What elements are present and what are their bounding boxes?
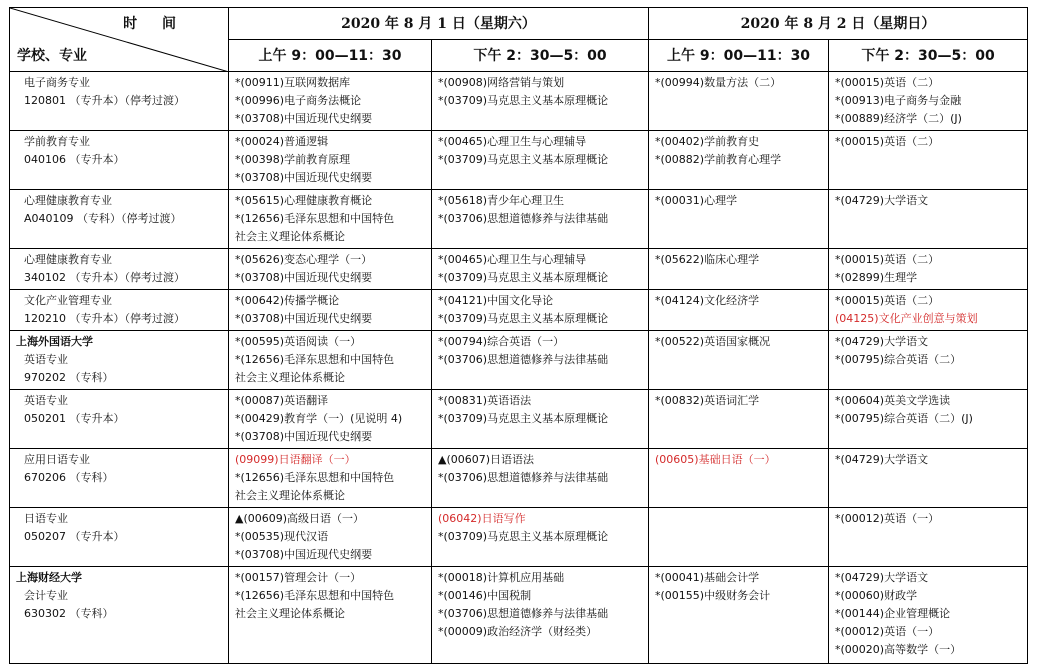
exam-cell-day1-morning: [229, 390, 432, 449]
course-entry: *(03709)马克思主义基本原理概论: [438, 271, 609, 284]
major-line: 心理健康教育专业: [24, 253, 112, 266]
course-entry: *(03709)马克思主义基本原理概论: [438, 94, 609, 107]
course-entry: *(00015)英语（二）: [835, 135, 940, 148]
course-entry: *(04729)大学语文: [835, 571, 929, 584]
exam-cell-day1-morning: [229, 131, 432, 190]
exam-cell-day1-afternoon: [432, 390, 649, 449]
course-entry: *(04729)大学语文: [835, 453, 929, 466]
exam-cell-day1-afternoon: [432, 508, 649, 567]
exam-cell-day2-morning: [649, 131, 829, 190]
exam-cell-day1-afternoon: [432, 290, 649, 331]
exam-cell-day1-afternoon: [432, 131, 649, 190]
course-entry: *(04729)大学语文: [835, 194, 929, 207]
course-entry: *(00996)电子商务法概论: [235, 94, 362, 107]
course-entry: *(00018)计算机应用基础: [438, 571, 565, 584]
exam-cell-day2-morning: [649, 567, 829, 664]
course-entry: *(00994)数量方法（二）: [655, 76, 782, 89]
course-entry: *(00146)中国税制: [438, 589, 532, 602]
exam-cell-day1-morning: [229, 331, 432, 390]
course-entry: *(12656)毛泽东思想和中国特色: [235, 471, 395, 484]
major-line: 050207 （专升本）: [24, 530, 125, 543]
major-line: 文化产业管理专业: [24, 294, 112, 307]
exam-cell-day2-afternoon: [829, 249, 1028, 290]
major-line: 电子商务专业: [24, 76, 90, 89]
exam-cell-day1-morning: [229, 190, 432, 249]
major-line: 学前教育专业: [24, 135, 90, 148]
exam-cell-day1-afternoon: [432, 249, 649, 290]
major-line: 050201 （专升本）: [24, 412, 125, 425]
major-line: 120801 （专升本）（停考过渡）: [24, 94, 185, 107]
exam-cell-day2-afternoon: [829, 290, 1028, 331]
course-entry: *(00889)经济学（二）(J): [835, 112, 962, 125]
exam-cell-day2-morning: [649, 72, 829, 131]
course-entry: *(00913)电子商务与金融: [835, 94, 962, 107]
exam-cell-day1-afternoon: [432, 72, 649, 131]
major-line: 会计专业: [24, 589, 68, 602]
exam-cell-day2-morning: [649, 190, 829, 249]
exam-cell-day1-morning: [229, 567, 432, 664]
exam-schedule-table: [9, 7, 1028, 664]
exam-cell-day2-afternoon: [829, 508, 1028, 567]
course-entry: *(00465)心理卫生与心理辅导: [438, 135, 587, 148]
school-name: 上海财经大学: [16, 571, 82, 584]
course-entry: *(03706)思想道德修养与法律基础: [438, 607, 609, 620]
course-entry: *(03706)思想道德修养与法律基础: [438, 212, 609, 225]
major-line: 120210 （专升本）（停考过渡）: [24, 312, 185, 325]
table-row: [10, 390, 1028, 449]
exam-cell-day2-afternoon: [829, 567, 1028, 664]
exam-cell-day2-morning: [649, 449, 829, 508]
course-entry: *(03706)思想道德修养与法律基础: [438, 353, 609, 366]
exam-cell-day2-morning: [649, 331, 829, 390]
course-entry: *(00144)企业管理概论: [835, 607, 951, 620]
course-entry: *(00012)英语（一）: [835, 512, 940, 525]
course-entry: *(00015)英语（二）: [835, 76, 940, 89]
course-entry: (09099)日语翻译（一）: [235, 453, 356, 466]
exam-cell-day1-morning: [229, 249, 432, 290]
major-line: 英语专业: [24, 353, 68, 366]
course-entry: *(00535)现代汉语: [235, 530, 329, 543]
course-entry: *(00794)综合英语（一）: [438, 335, 565, 348]
table-row: [10, 331, 1028, 390]
day-header-aug-1: 2020 年 8 月 1 日（星期六）: [229, 8, 649, 40]
major-line: 日语专业: [24, 512, 68, 525]
course-entry: *(02899)生理学: [835, 271, 918, 284]
exam-cell-day2-morning: [649, 290, 829, 331]
course-entry: 社会主义理论体系概论: [235, 607, 345, 620]
course-entry: *(00087)英语翻译: [235, 394, 329, 407]
course-entry: *(03709)马克思主义基本原理概论: [438, 530, 609, 543]
course-entry: *(04729)大学语文: [835, 335, 929, 348]
major-line: 970202 （专科）: [24, 371, 114, 384]
course-entry: *(00020)高等数学（一）: [835, 643, 962, 656]
course-entry: *(00465)心理卫生与心理辅导: [438, 253, 587, 266]
course-entry: *(03708)中国近现代史纲要: [235, 171, 373, 184]
course-entry: *(00015)英语（二）: [835, 253, 940, 266]
major-cell: [10, 449, 229, 508]
slot-header-day1-afternoon: 下午 2：30—5：00: [432, 40, 649, 72]
course-entry: *(00908)网络营销与策划: [438, 76, 565, 89]
course-entry: *(03709)马克思主义基本原理概论: [438, 312, 609, 325]
course-entry: (00605)基础日语（一）: [655, 453, 776, 466]
course-entry: *(00060)财政学: [835, 589, 918, 602]
course-entry: *(04121)中国文化导论: [438, 294, 554, 307]
course-entry: *(00911)互联网数据库: [235, 76, 351, 89]
course-entry: (04125)文化产业创意与策划: [835, 312, 978, 325]
course-entry: *(12656)毛泽东思想和中国特色: [235, 589, 395, 602]
course-entry: *(04124)文化经济学: [655, 294, 760, 307]
course-entry: *(05622)临床心理学: [655, 253, 760, 266]
exam-cell-day2-afternoon: [829, 72, 1028, 131]
exam-cell-day1-morning: [229, 72, 432, 131]
course-entry: *(00882)学前教育心理学: [655, 153, 782, 166]
course-entry: *(00155)中级财务会计: [655, 589, 771, 602]
course-entry: *(03709)马克思主义基本原理概论: [438, 412, 609, 425]
corner-school-label: 学校、专业: [17, 48, 87, 64]
major-cell: [10, 290, 229, 331]
major-line: 英语专业: [24, 394, 68, 407]
major-cell: [10, 72, 229, 131]
major-cell: [10, 567, 229, 664]
major-line: 040106 （专升本）: [24, 153, 125, 166]
course-entry: ▲(00607)日语语法: [438, 453, 535, 466]
major-cell: [10, 331, 229, 390]
major-line: 340102 （专升本）（停考过渡）: [24, 271, 185, 284]
slot-header-day2-afternoon: 下午 2：30—5：00: [829, 40, 1028, 72]
exam-cell-day2-afternoon: [829, 390, 1028, 449]
course-entry: *(00795)综合英语（二）(J): [835, 412, 973, 425]
exam-cell-day2-afternoon: [829, 331, 1028, 390]
course-entry: *(00009)政治经济学（财经类）: [438, 625, 598, 638]
exam-cell-day1-afternoon: [432, 190, 649, 249]
major-line: 心理健康教育专业: [24, 194, 112, 207]
exam-cell-day2-morning: [649, 390, 829, 449]
major-line: 630302 （专科）: [24, 607, 114, 620]
course-entry: *(00595)英语阅读（一）: [235, 335, 362, 348]
exam-schedule-sheet: [9, 7, 1027, 656]
corner-time-label: 时 间: [123, 16, 186, 32]
course-entry: *(03708)中国近现代史纲要: [235, 312, 373, 325]
course-entry: *(00024)普通逻辑: [235, 135, 329, 148]
course-entry: *(00398)学前教育原理: [235, 153, 351, 166]
school-name: 上海外国语大学: [16, 335, 93, 348]
header-corner-cell: [10, 8, 229, 72]
course-entry: *(12656)毛泽东思想和中国特色: [235, 212, 395, 225]
slot-header-day1-morning: 上午 9：00—11：30: [229, 40, 432, 72]
course-entry: *(00795)综合英语（二）: [835, 353, 962, 366]
table-row: [10, 249, 1028, 290]
course-entry: *(03708)中国近现代史纲要: [235, 112, 373, 125]
table-row: [10, 290, 1028, 331]
table-row: [10, 72, 1028, 131]
exam-cell-day2-morning: [649, 249, 829, 290]
course-entry: *(00157)管理会计（一）: [235, 571, 362, 584]
course-entry: *(00041)基础会计学: [655, 571, 760, 584]
course-entry: *(00402)学前教育史: [655, 135, 760, 148]
course-entry: (06042)日语写作: [438, 512, 526, 525]
course-entry: *(03708)中国近现代史纲要: [235, 271, 373, 284]
slot-header-day2-morning: 上午 9：00—11：30: [649, 40, 829, 72]
major-cell: [10, 508, 229, 567]
table-row: [10, 508, 1028, 567]
course-entry: *(03708)中国近现代史纲要: [235, 430, 373, 443]
course-entry: *(05615)心理健康教育概论: [235, 194, 373, 207]
course-entry: ▲(00609)高级日语（一）: [235, 512, 365, 525]
exam-cell-day1-afternoon: [432, 331, 649, 390]
course-entry: *(05626)变态心理学（一）: [235, 253, 373, 266]
course-entry: *(00012)英语（一）: [835, 625, 940, 638]
course-entry: 社会主义理论体系概论: [235, 371, 345, 384]
header-row-days: [10, 8, 1028, 40]
exam-cell-day1-afternoon: [432, 567, 649, 664]
course-entry: *(00604)英美文学选读: [835, 394, 951, 407]
exam-cell-day1-morning: [229, 508, 432, 567]
major-cell: [10, 390, 229, 449]
major-cell: [10, 249, 229, 290]
major-line: A040109 （专科）（停考过渡）: [24, 212, 182, 225]
course-entry: *(03706)思想道德修养与法律基础: [438, 471, 609, 484]
table-row: [10, 449, 1028, 508]
exam-cell-day2-afternoon: [829, 449, 1028, 508]
major-line: 670206 （专科）: [24, 471, 114, 484]
table-row: [10, 567, 1028, 664]
table-row: [10, 190, 1028, 249]
course-entry: *(03708)中国近现代史纲要: [235, 548, 373, 561]
day-header-aug-2: 2020 年 8 月 2 日（星期日）: [649, 8, 1028, 40]
exam-cell-day2-afternoon: [829, 131, 1028, 190]
major-cell: [10, 131, 229, 190]
course-entry: *(05618)青少年心理卫生: [438, 194, 565, 207]
course-entry: *(00015)英语（二）: [835, 294, 940, 307]
course-entry: *(00429)教育学（一）(见说明 4): [235, 412, 403, 425]
exam-cell-day2-afternoon: [829, 190, 1028, 249]
exam-cell-day1-morning: [229, 449, 432, 508]
course-entry: *(00522)英语国家概况: [655, 335, 771, 348]
course-entry: *(00832)英语词汇学: [655, 394, 760, 407]
table-row: [10, 131, 1028, 190]
course-entry: *(12656)毛泽东思想和中国特色: [235, 353, 395, 366]
course-entry: 社会主义理论体系概论: [235, 230, 345, 243]
course-entry: *(00642)传播学概论: [235, 294, 340, 307]
major-line: 应用日语专业: [24, 453, 90, 466]
course-entry: *(03709)马克思主义基本原理概论: [438, 153, 609, 166]
course-entry: 社会主义理论体系概论: [235, 489, 345, 502]
course-entry: *(00031)心理学: [655, 194, 738, 207]
exam-cell-day1-morning: [229, 290, 432, 331]
course-entry: *(00831)英语语法: [438, 394, 532, 407]
exam-cell-day2-morning: [649, 508, 829, 567]
major-cell: [10, 190, 229, 249]
exam-cell-day1-afternoon: [432, 449, 649, 508]
